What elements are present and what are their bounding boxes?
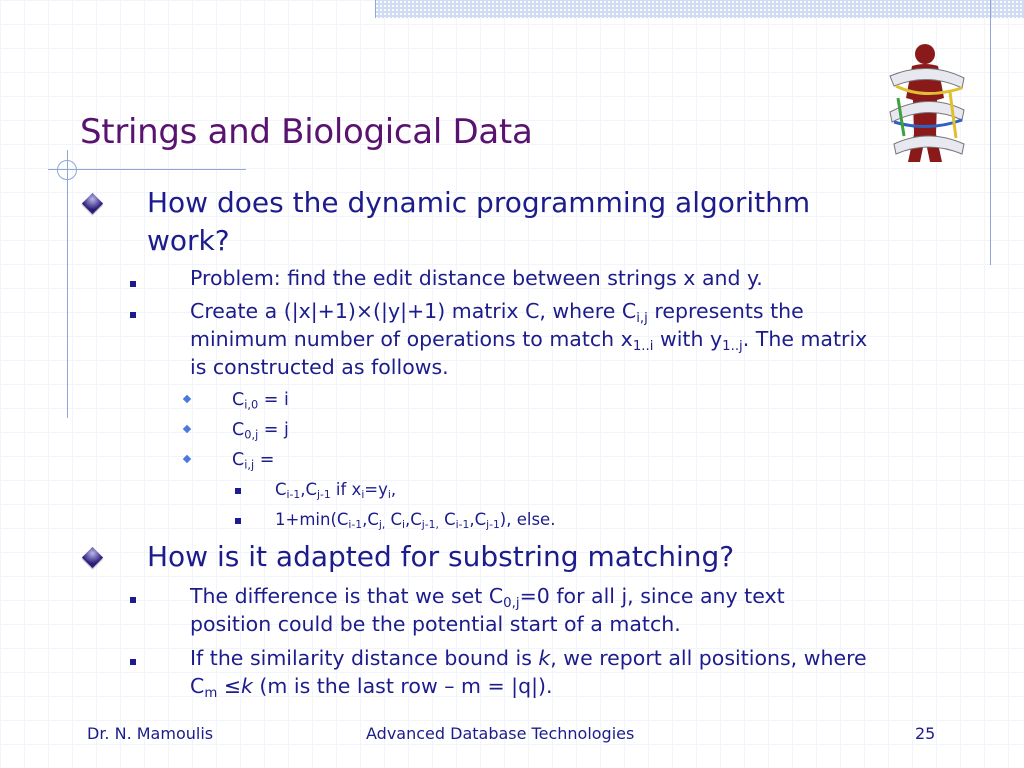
slide-title: Strings and Biological Data	[80, 112, 533, 152]
bullet-text-line2: work?	[147, 224, 230, 257]
bullet-text-line1: How does the dynamic programming algorithm	[147, 186, 811, 219]
bullet-text: $1+\min(C_{i-1},C_{j,}$ $C_i,C_{j-1,}$ $C_{i-1},C_{j-1}$), else.	[275, 510, 556, 532]
small-diamond-bullet-icon	[183, 425, 191, 433]
top-decorative-band	[375, 0, 1024, 18]
dna-human-figure-icon	[884, 40, 970, 170]
footer-course: Advanced Database Technologies	[366, 724, 635, 743]
diamond-bullet-icon	[82, 193, 103, 214]
bullet-text-line1: If the similarity distance bound is k, we report all positions, where	[190, 646, 867, 670]
diamond-bullet-icon	[82, 547, 103, 568]
bullet-text: $C_{i,j}$ =	[232, 450, 275, 472]
square-bullet-icon	[235, 488, 241, 494]
square-bullet-icon	[130, 597, 136, 603]
square-bullet-icon	[130, 312, 136, 318]
small-diamond-bullet-icon	[183, 395, 191, 403]
bullet-text-line2: position could be the potential start of a match.	[190, 612, 681, 636]
bullet-text: $C_{i,0} = i$	[232, 390, 289, 412]
bullet-text: How is it adapted for substring matching?	[147, 540, 735, 573]
rule-intersection-circle	[57, 160, 77, 180]
bullet-text: $C_{i-1},C_{j-1}$ if $x_i=y_i$,	[275, 480, 397, 502]
bullet-text-line2: $C_m \le k$ (m is the last row – m = |q|).	[190, 674, 553, 701]
small-diamond-bullet-icon	[183, 455, 191, 463]
left-vertical-rule	[67, 150, 68, 418]
title-underline-rule	[48, 169, 246, 170]
square-bullet-icon	[235, 518, 241, 524]
square-bullet-icon	[130, 281, 136, 287]
top-band-left-edge	[375, 0, 376, 18]
footer-page-number: 25	[915, 724, 936, 743]
bullet-text-line1: Create a (|x|+1)×(|y|+1) matrix C, where $C_{i,j}$ represents the	[190, 299, 804, 326]
bullet-text-line2: minimum number of operations to match $x_{1..i}$ with $y_{1..j}$. The matrix	[190, 327, 868, 354]
right-vertical-rule	[990, 0, 991, 265]
bullet-text: $C_{0,j} = j$	[232, 420, 289, 442]
square-bullet-icon	[130, 659, 136, 665]
bullet-text-line1: The difference is that we set $C_{0,j}=0$ for all j, since any text	[190, 584, 785, 611]
bullet-text-line3: is constructed as follows.	[190, 355, 449, 379]
bullet-text: Problem: find the edit distance between strings x and y.	[190, 266, 763, 290]
footer-author: Dr. N. Mamoulis	[87, 724, 214, 743]
